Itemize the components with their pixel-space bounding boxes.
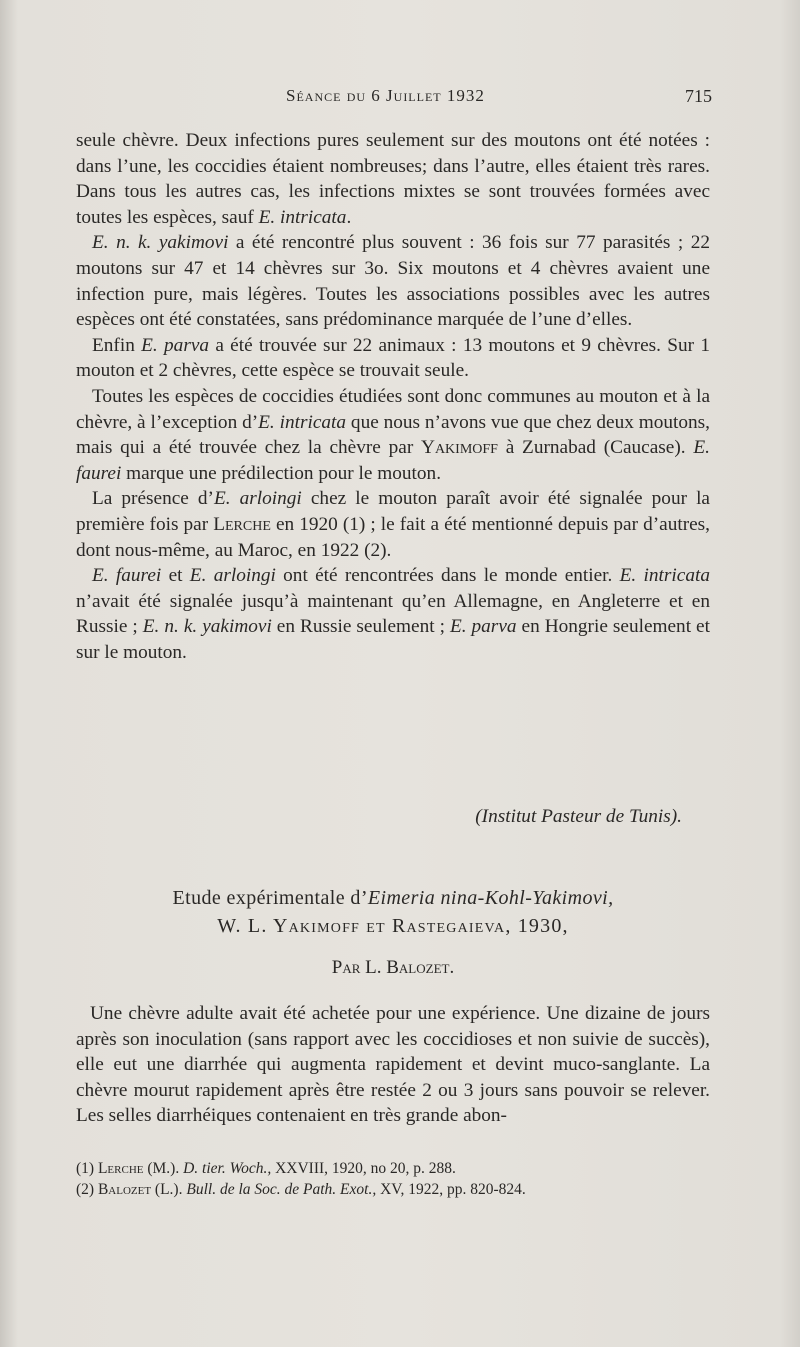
footnote-1: (1) Lerche (M.). D. tier. Woch., XXVIII, 1920, no 20, p. 288. bbox=[76, 1160, 456, 1177]
species-name: E. parva bbox=[141, 334, 210, 356]
page-number: 715 bbox=[685, 86, 712, 106]
author-name: Lerche bbox=[213, 513, 271, 535]
species-name: E. intricata bbox=[258, 411, 347, 433]
article-continuation bbox=[76, 128, 710, 665]
title-species: Eimeria nina-Kohl-Yakimovi, bbox=[367, 887, 614, 909]
species-name: E. arloingi bbox=[189, 565, 276, 587]
species-name: E. intricata bbox=[619, 565, 710, 587]
paragraph-1: seule chèvre. Deux infections pures seulement sur des moutons ont été notées : dans l’une, les coccidies étaient nombreuses; dans l’autre, elles étaient très rares. Dans tous les autres cas, les infections mixtes se sont trouvées formées avec toutes les espèces, sauf E. intricata. bbox=[76, 130, 710, 228]
species-name: E. n. k. yakimovi bbox=[142, 616, 272, 638]
paragraph-6: E. faurei et E. arloingi ont été rencontrées dans le monde entier. E. intricata n’avait été signalée jusqu’à maintenant qu’en Allemagne, en Angleterre et en Russie ; E. n. k. yakimovi en Russie seulement ; E. parva en Hongrie seulement et sur le mouton. bbox=[76, 565, 710, 663]
title-line-1: Etude expérimentale d’Eimeria nina-Kohl-Yakimovi, bbox=[172, 887, 614, 909]
byline: Par L. Balozet. bbox=[331, 957, 455, 978]
paragraph-4: Toutes les espèces de coccidies étudiées sont donc communes au mouton et à la chèvre, à l’exception d’E. intricata que nous n’avons vue que chez deux moutons, mais qui a été trouvée chez la chèvre par Yakimoff à Zurnabad (Caucase). E. faurei marque une prédilection pour le mouton. bbox=[76, 385, 711, 484]
footnotes bbox=[76, 1158, 710, 1200]
page-header bbox=[76, 86, 712, 112]
paragraph-2: E. n. k. yakimovi a été rencontré plus souvent : 36 fois sur 77 parasités ; 22 moutons sur 47 et 14 chèvres sur 3o. Six moutons et 4 chèvres avaient une infection pure, mais légères. Toutes les associations possibles avec les autres espèces ont été constatées, sans prédominance marquée de l’une d’elles. bbox=[76, 232, 710, 331]
article-title bbox=[76, 884, 710, 940]
paragraph-5: La présence d’E. arloingi chez le mouton paraît avoir été signalée pour la première fois par Lerche en 1920 (1) ; le fait a été mentionné depuis par d’autres, dont nous-même, au Maroc, en 1922 (2). bbox=[76, 488, 711, 561]
paragraph-3: Enfin E. parva a été trouvée sur 22 animaux : 13 moutons et 9 chèvres. Sur 1 mouton et 2 chèvres, cette espèce se trouvait seule. bbox=[76, 334, 710, 382]
article-paragraph-1: Une chèvre adulte avait été achetée pour une expérience. Une dizaine de jours après son inoculation (sans rapport avec les coccidioses et non suivie de succès), elle eut une diarrhée qui augmenta rapidement et devint muco-sanglante. La chèvre mourut rapidement après être restée 2 ou 3 jours sans pouvoir se relever. Les selles diarrhéiques contenaient en très grande abon- bbox=[76, 1003, 710, 1127]
article-body bbox=[76, 1001, 710, 1129]
running-head: Séance du 6 Juillet 1932 bbox=[286, 86, 485, 105]
species-name: E. n. k. yakimovi bbox=[92, 232, 229, 254]
footnote-2: (2) Balozet (L.). Bull. de la Soc. de Path. Exot., XV, 1922, pp. 820-824. bbox=[76, 1181, 526, 1198]
institution-signature: (Institut Pasteur de Tunis). bbox=[475, 806, 682, 827]
species-name: E. faurei bbox=[76, 437, 710, 484]
title-line-2: W. L. Yakimoff et Rastegaieva, 1930, bbox=[217, 915, 569, 937]
species-name: E. intricata bbox=[258, 206, 347, 228]
species-name: E. parva bbox=[449, 616, 517, 638]
species-name: E. arloingi bbox=[213, 488, 302, 510]
author-name: Yakimoff bbox=[421, 437, 498, 459]
species-name: E. faurei bbox=[92, 565, 162, 587]
